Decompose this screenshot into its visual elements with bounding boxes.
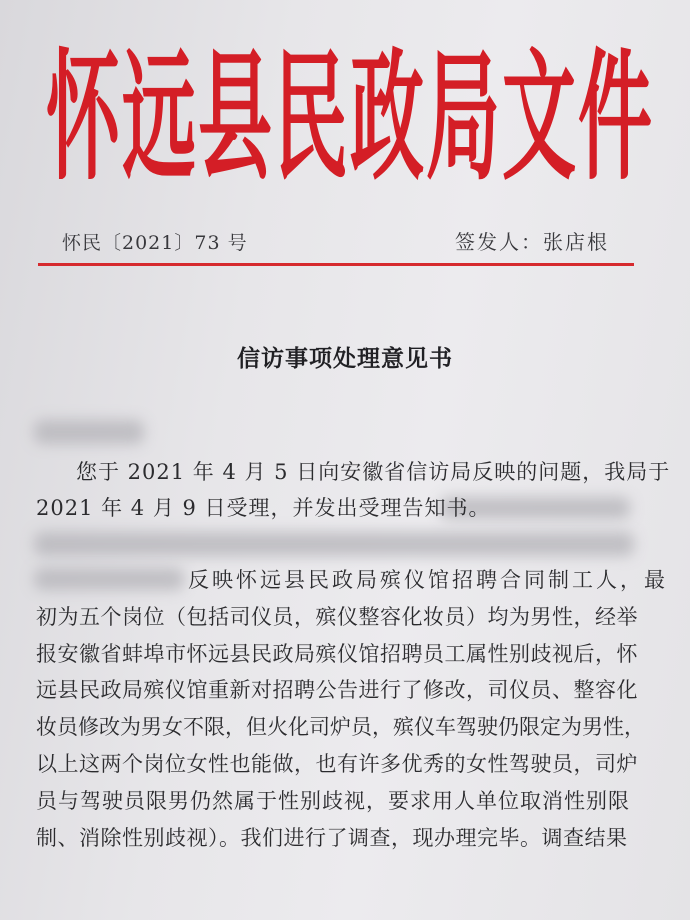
document-header [20, 12, 680, 202]
body-line: 初为五个岗位（包括司仪员，殡仪整容化妆员）均为男性，经举 [36, 605, 638, 629]
issuing-authority-title: 怀远县民政局文件 [46, 36, 654, 201]
body-line: 以上这两个岗位女性也能做，也有许多优秀的女性驾驶员，司炉 [36, 752, 638, 776]
red-divider-line [38, 263, 634, 266]
redacted-recipient [34, 420, 144, 444]
signer: 签发人：张店根 [455, 230, 609, 254]
body-line: 报安徽省蚌埠市怀远县民政局殡仪馆招聘员工属性别歧视后，怀 [36, 642, 638, 666]
body-line: 员与驾驶员限男仍然属于性别歧视，要求用人单位取消性别限 [36, 789, 630, 813]
document-number: 怀民〔2021〕73 号 [62, 232, 248, 254]
redacted-text [34, 532, 634, 556]
body-line: 妆员修改为男女不限，但火化司炉员，殡仪车驾驶仍限定为男性， [36, 715, 645, 739]
body-line: 制、消除性别歧视）。我们进行了调查，现办理完毕。调查结果 [36, 826, 628, 850]
body-line: 您于 2021 年 4 月 5 日向安徽省信访局反映的问题，我局于 [76, 460, 671, 484]
body-line: 反映怀远县民政局殡仪馆招聘合同制工人，最 [188, 568, 668, 592]
document-subject-title: 信访事项处理意见书 [237, 345, 453, 372]
redacted-text [34, 568, 184, 590]
body-line: 2021 年 4 月 9 日受理，并发出受理告知书。 [36, 496, 491, 520]
body-line: 远县民政局殡仪馆重新对招聘公告进行了修改，司仪员、整容化 [36, 678, 638, 702]
